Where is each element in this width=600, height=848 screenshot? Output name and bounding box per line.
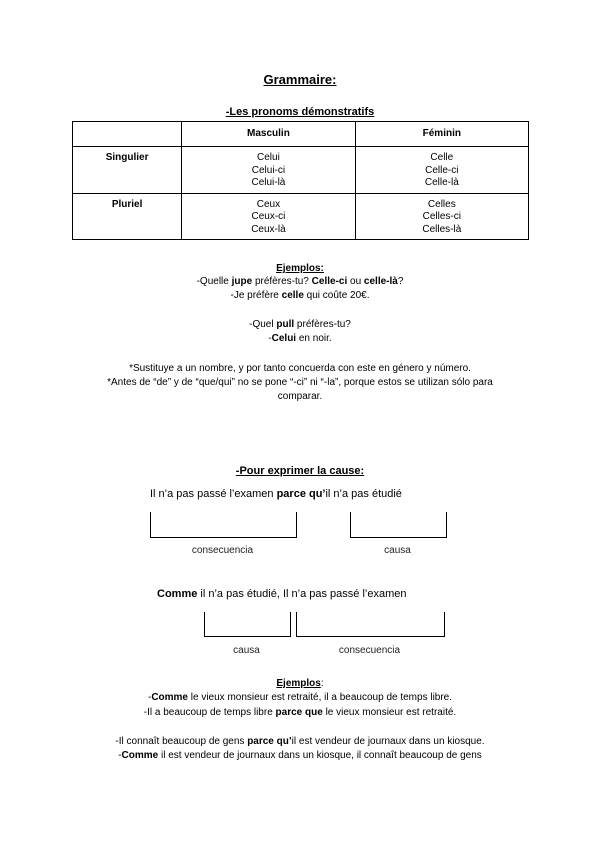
text: qui coûte 20€. xyxy=(303,290,370,301)
table-header-masculin: Masculin xyxy=(182,122,355,147)
text: : xyxy=(320,678,324,689)
row-label-singulier: Singulier xyxy=(73,147,182,194)
text: il est vendeur de journaux dans un kiosque. xyxy=(291,736,485,747)
cell-pluriel-masculin xyxy=(182,193,355,240)
example-line xyxy=(0,289,600,302)
cell-line: Ceux-là xyxy=(251,223,286,235)
text-bold: parce qu’ xyxy=(276,488,326,500)
text: - xyxy=(147,692,152,703)
cell-line: Ceux xyxy=(256,198,281,210)
cell-line: Celles xyxy=(427,198,456,210)
text: -Je préfère xyxy=(230,290,282,301)
text: -Quelle xyxy=(196,276,232,287)
cell-line: Celui xyxy=(257,152,280,163)
table-header-row xyxy=(73,122,529,147)
label-consecuencia-1: consecuencia xyxy=(191,545,254,556)
example-line xyxy=(0,275,600,288)
text-bold: celle xyxy=(281,290,304,301)
text-bold: Comme xyxy=(157,588,198,600)
text: le vieux monsieur est retraité. xyxy=(322,707,457,718)
cell-line: Celui-ci xyxy=(251,164,286,176)
note-line: *Sustituye a un nombre, y por tanto concuerda con este en género y número. xyxy=(129,363,471,374)
cell-line: Ceux-ci xyxy=(251,211,286,222)
section-heading-demonstratives: -Les pronoms démonstratifs xyxy=(225,106,375,118)
example-line xyxy=(0,749,600,762)
note-line: *Antes de “de” y de “que/qui” no se pone “-ci” ni “-la”, porque estos se utilizan sólo para xyxy=(107,377,493,388)
text-bold: Comme xyxy=(151,692,188,703)
text: préfères-tu? xyxy=(294,319,351,330)
text-bold: jupe xyxy=(231,276,253,287)
text: il n’a pas étudié xyxy=(325,488,402,500)
example-line xyxy=(0,332,600,345)
cell-line: Celui-là xyxy=(251,177,286,188)
label-consecuencia-2: consecuencia xyxy=(338,645,401,656)
cell-singulier-feminin xyxy=(355,147,528,194)
bracket-consecuencia-1 xyxy=(150,512,297,538)
cell-line: Celles-ci xyxy=(422,211,461,222)
text-bold: pull xyxy=(276,319,295,330)
table-row xyxy=(73,193,529,240)
diagram-sentence-2 xyxy=(157,588,457,600)
label-causa-1: causa xyxy=(384,545,411,556)
text: il est vendeur de journaux dans un kiosque, il connaît beaucoup de gens xyxy=(158,750,482,761)
text: en noir. xyxy=(296,333,332,344)
text-bold: Celui xyxy=(271,333,297,344)
text: il n’a pas étudié, Il n’a pas passé l’examen xyxy=(197,588,407,600)
label-causa-2: causa xyxy=(233,645,260,656)
cell-line: Celle-ci xyxy=(425,164,459,176)
example-line xyxy=(0,318,600,331)
section-heading-cause: -Pour exprimer la cause: xyxy=(235,465,365,477)
text: Il n’a pas passé l’examen xyxy=(150,488,277,500)
pronouns-table xyxy=(72,121,529,240)
table-row xyxy=(73,147,529,194)
text-bold: parce qu’ xyxy=(247,736,292,747)
text: ? xyxy=(397,276,404,287)
cell-line: Celle-là xyxy=(424,177,459,188)
page-title: Grammaire: xyxy=(263,72,337,87)
diagram-sentence-1 xyxy=(150,488,450,500)
text: préfères-tu? xyxy=(252,276,312,287)
bracket-causa-2 xyxy=(204,612,291,637)
example-line xyxy=(0,706,600,719)
bracket-consecuencia-2 xyxy=(296,612,445,637)
examples-heading-2 xyxy=(0,677,600,690)
text-bold: celle-là xyxy=(363,276,398,287)
row-label-pluriel: Pluriel xyxy=(73,193,182,240)
text: - xyxy=(268,333,272,344)
text-bold: Comme xyxy=(121,750,159,761)
cell-line: Celle xyxy=(430,152,454,163)
text: -Quel xyxy=(249,319,277,330)
text-bold: Ejemplos xyxy=(276,678,321,689)
examples-heading-1: Ejemplos: xyxy=(276,263,324,274)
text: -Il connaît beaucoup de gens xyxy=(115,736,248,747)
text: ou xyxy=(347,276,364,287)
example-line xyxy=(0,735,600,748)
example-line xyxy=(0,691,600,704)
table-header-empty xyxy=(73,122,182,147)
text-bold: parce que xyxy=(275,707,323,718)
text: -Il a beaucoup de temps libre xyxy=(143,707,276,718)
note-line: comparar. xyxy=(277,391,323,402)
text: le vieux monsieur est retraité, il a beaucoup de temps libre. xyxy=(188,692,453,703)
cell-pluriel-feminin xyxy=(355,193,528,240)
cell-singulier-masculin xyxy=(182,147,355,194)
text-bold: Celle-ci xyxy=(311,276,348,287)
text: - xyxy=(118,750,122,761)
bracket-causa-1 xyxy=(350,512,447,538)
cell-line: Celles-là xyxy=(422,223,462,235)
table-header-feminin: Féminin xyxy=(355,122,528,147)
